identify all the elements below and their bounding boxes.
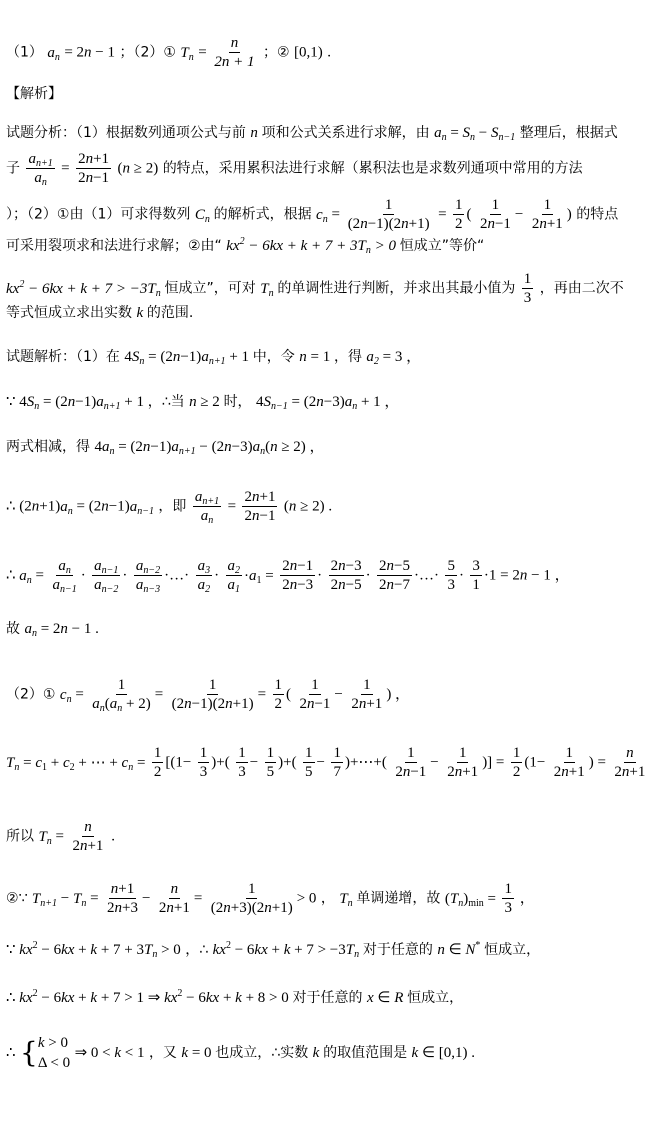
solution-text: 对于任意的: [362, 942, 433, 958]
solution-text: 的取值范围是: [323, 1045, 408, 1061]
solution-line-6: 故 $a_n = 2n - 1$ .: [6, 621, 99, 639]
solution-text: 两式相减，得: [6, 439, 90, 455]
analysis-text: 的解析式，根据: [213, 206, 312, 223]
solution-text: ，∴: [185, 942, 209, 958]
solution-line-1: 试题解析：（1）在 $4S_n = (2n-1)a_{n+1} + 1$ 中，令 n = 1 ，得 $a_2 = 3$ ，: [6, 349, 422, 367]
answer-eq: =: [198, 44, 211, 61]
solution-line-11: ∵ $kx^2 - 6kx + k + 7 + 3T_n > 0$ ，∴ $kx^2 - 6kx + k + 7 > -3T_n$ 对于任意的 n ∈ N* 恒成立，: [6, 940, 541, 960]
answer-part1-label: （1）: [6, 44, 43, 61]
analysis-text: 的特点，采用累积法进行求解（累积法也是求数列通项中常用的方法: [162, 160, 583, 177]
analysis-text: 恒成立”等价“: [399, 238, 485, 254]
analysis-text: 等式恒成立求出实数: [6, 305, 132, 321]
solution-text: 对于任意的: [292, 990, 363, 1006]
solution-text: 也成立，∴实数: [215, 1045, 309, 1061]
solution-text: ，: [320, 890, 335, 907]
analysis-heading: 【解析】: [6, 86, 62, 102]
solution-text: ，∴当: [147, 394, 185, 410]
answer-range: [0,1): [294, 44, 323, 61]
analysis-text: ）；（2）①由（1）可求得数列: [6, 206, 191, 223]
answer-part2-label: ；②: [262, 44, 290, 61]
solution-text: 试题解析：（1）在: [6, 349, 120, 365]
analysis-text: ，再由二次不: [539, 280, 624, 297]
analysis-text: 试题分析：（1）根据数列通项公式与前: [6, 125, 246, 141]
analysis-line-6: 等式恒成立求出实数 k 的范围.: [6, 305, 194, 321]
analysis-text: 的范围.: [146, 305, 194, 321]
solution-text: 时，: [223, 394, 252, 410]
solution-text: 恒成立，: [484, 942, 541, 958]
solution-line-2: ∵ $4S_n = (2n-1)a_{n+1} + 1$ ，∴当 n ≥ 2 时， $4S_{n-1} = (2n-3)a_n + 1$ ，: [6, 394, 400, 412]
solution-text: 单调递增，故: [356, 890, 441, 907]
solution-line-3: 两式相减，得 $4a_n = (2n-1)a_{n+1} - (2n-3)a_n(n \ge 2)$ ，: [6, 439, 325, 457]
analysis-line-3: ）；（2）①由（1）可求得数列 $C_n$ 的解析式，根据 $c_n$ = $\frac{1}{(2n-1)(2n+1)}$ = $\frac{1}{2}$ ( $\frac{1}{2n-1}$ − $\frac{1}{2n+1}$ ) 的特点: [6, 197, 619, 232]
analysis-line-1: 试题分析：（1）根据数列通项公式与前 n 项和公式关系进行求解，由 $a_n = S_n - S_{n-1}$ 整理后，根据式: [6, 125, 618, 143]
solution-line-10: ②∵ $T_{n+1} - T_n$ = $\frac{n+1}{2n+3}$ − $\frac{n}{2n+1}$ = $\frac{1}{(2n+3)(2n+1)}$ > 0 ， $T_n$ 单调递增，故 $(T_n)_{min}$ = $\frac{1}{3}$ ，: [6, 881, 535, 916]
answer-tn-fraction: $\frac{n}{2n + 1}$: [214, 35, 255, 70]
solution-line-4: ∴ $(2n+1)a_n = (2n-1)a_{n-1}$ ，即 $\frac{a_{n+1}}{a_n}$ = $\frac{2n+1}{2n-1}$ (n ≥ 2) .: [6, 489, 333, 526]
solution-text: ，又: [148, 1045, 177, 1061]
answer-an: $a_n$: [47, 44, 60, 63]
answer-an-value: = 2n − 1: [64, 44, 116, 61]
answer-sep: ；（2）①: [119, 44, 176, 61]
answer-tn: $T_n$: [180, 44, 194, 63]
analysis-text: 的特点: [576, 206, 619, 223]
solution-text: ，得: [333, 349, 362, 365]
answer-line: [6, 34, 331, 71]
analysis-text: 整理后，根据式: [519, 125, 618, 141]
solution-line-7: （2）① $c_n$ = $\frac{1}{a_n(a_n + 2)}$ = $\frac{1}{(2n-1)(2n+1)}$ = $\frac{1}{2}$ ( $\frac{1}{2n-1}$ − $\frac{1}{2n+1}$ ) ，: [6, 677, 411, 714]
analysis-line-2: 子 $\frac{a_{n+1}}{a_n}$ = $\frac{2n+1}{2n-1}$ (n ≥ 2) 的特点，采用累积法进行求解（累积法也是求数列通项中常用的方法: [6, 151, 583, 188]
ratio-fraction: $\frac{a_{n+1}}{a_n}$: [28, 151, 53, 188]
analysis-text: 项和公式关系进行求解，由: [261, 125, 430, 141]
solution-line-13: ∴ { k > 0 Δ < 0 ⇒ 0 < k < 1 ，又 k = 0 也成立，∴实数 k 的取值范围是 k ∈ [0,1) .: [6, 1035, 476, 1071]
analysis-line-5: $kx^2 - 6kx + k + 7 > -3T_n$ 恒成立”，可对 $T_n$ 的单调性进行判断，并求出其最小值为 $\frac{1}{3}$ ，再由二次不: [6, 271, 624, 306]
solution-text: ②∵: [6, 890, 28, 907]
solution-text: 所以: [6, 828, 34, 845]
solution-line-8: $T_n = c_1 + c_2$ + ⋯ + $c_n$ = $\frac{1}{2}$ [(1− $\frac{1}{3}$ )+( $\frac{1}{3}$ − $\frac{1}{5}$ )+( $\frac{1}{5}$ − $\frac{1}{7}$ )+⋯+( $\frac{1}{2n-1}$ − $\frac{1}{2n+1}$ )] = $\frac{1}{2}$ (1− $\frac{1}{2n+1}$ ) = $\frac{n}{2n+1}$: [6, 745, 646, 780]
solution-line-9: 所以 $T_n$ = $\frac{n}{2n+1}$ .: [6, 819, 115, 854]
analysis-text: 的单调性进行判断，并求出其最小值为: [277, 280, 516, 297]
solution-line-12: ∴ $kx^2 - 6kx + k + 7 > 1$ ⇒ $kx^2 - 6kx + k + 8 > 0$ 对于任意的 x ∈ R 恒成立，: [6, 988, 464, 1006]
analysis-text: 可采用裂项求和法进行求解；②由“: [6, 238, 222, 254]
analysis-line-4: 可采用裂项求和法进行求解；②由“ $kx^2 - 6kx + k + 7 + 3T_n > 0$ 恒成立”等价“: [6, 236, 485, 256]
solution-text: （2）①: [6, 686, 56, 703]
analysis-text: 恒成立”，可对: [164, 280, 256, 297]
solution-text: 恒成立，: [407, 990, 464, 1006]
inequality-system: { k > 0 Δ < 0: [20, 1035, 71, 1071]
solution-line-5: ∴ $a_n$ = $\frac{a_n}{a_{n-1}}$ · $\frac{a_{n-1}}{a_{n-2}}$ · $\frac{a_{n-2}}{a_{n-3}}$ ·…· $\frac{a_3}{a_2}$ · $\frac{a_2}{a_1}$ $\cdot a_1$ = $\frac{2n-1}{2n-3}$ · $\frac{2n-3}{2n-5}$ · $\frac{2n-5}{2n-7}$ ·…· $\frac{5}{3}$ · $\frac{3}{1}$ ·1 = 2n − 1 ，: [6, 558, 570, 595]
solution-text: ，即: [158, 498, 187, 515]
answer-end: .: [327, 44, 331, 61]
analysis-text: 子: [6, 160, 20, 177]
solution-text: 中，令: [252, 349, 295, 365]
solution-text: 故: [6, 621, 20, 637]
